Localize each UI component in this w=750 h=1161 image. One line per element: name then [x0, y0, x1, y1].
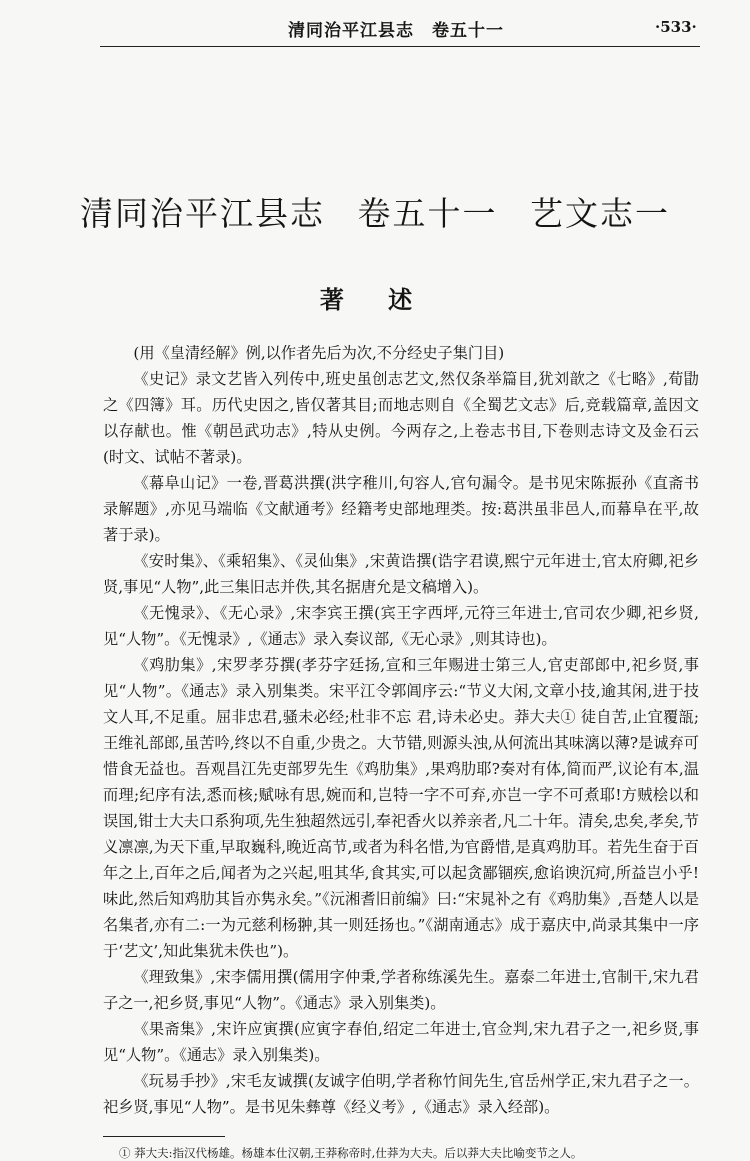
title-volume: 卷五十一 — [357, 194, 498, 233]
paragraph-entry: 《玩易手抄》,宋毛友诚撰(友诚字伯明,学者称竹间先生,官岳州学正,宋九君子之一。祀乡贤,事见“人物”。是书见朱彝尊《经义考》,《通志》录入经部)。 — [103, 1072, 699, 1116]
paragraph-entry: 《鸡肋集》,宋罗孝芬撰(孝芬字廷扬,宣和三年赐进士第三人,官吏部郎中,祀乡贤,事见“人物”。《通志》录入别集类。宋平江令郭阊序云:“节义大闲,文章小技,逾其闲,进于技文人耳,不足重。屈非忠君,骚未必经;杜非不忘 君,诗未必史。莽大夫① 徒自苦,止宜覆瓿;王维礼部郎,虽苦吟,终以不自重,少贵之。大节错,则源头浊,从何流出其味漓以薄?是诚弃可惜食无益也。吾观昌江先吏部罗先生《鸡肋集》,果鸡肋耶?奏对有体,简而严,议论有本,温而理;纪序有法,悉而核;赋咏有思,婉而和,岂特一字不可弃,亦岂一字不可煮耶!方贼桧以和误国,钳士大夫口系狗项,先生独超然远引,奉祀香火以养亲者,凡二十年。清矣,忠矣,孝矣,节义凛凛,为天下重,早取巍科,晚近高节,或者为科名惜,为官爵惜,是真鸡肋耳。若先生奋于百年之上,百年之后,闻者为之兴起,咀其华,食其实,可以起贪鄙锢疾,愈谄谀沉疴,所益岂小乎!味此,然后知鸡肋其旨亦隽永矣。”《沅湘耆旧前编》曰:“宋晁补之有《鸡肋集》,吾楚人以是名集者,亦有二:一为元慈利杨翀,其一则廷扬也。”《湖南通志》成于嘉庆中,尚录其集中一序于‘艺文’,知此集犹未佚也”)。 — [103, 656, 700, 960]
running-head-title: 清同治平江县志 卷五十一 — [288, 21, 504, 41]
paragraph-entry: 《幕阜山记》一卷,晋葛洪撰(洪字稚川,句容人,官句漏令。是书见宋陈振孙《直斋书录解题》,亦见马端临《文献通考》经籍考史部地理类。按:葛洪虽非邑人,而幕阜在平,故著于录)。 — [103, 474, 699, 544]
content — [103, 340, 699, 1161]
paragraph-entry: 《无愧录》、《无心录》,宋李宾王撰(宾王字西坪,元符三年进士,官司农少卿,祀乡贤,见“人物”。《无愧录》,《通志》录入奏议部,《无心录》,则其诗也)。 — [103, 604, 699, 648]
page-number: ·533· — [655, 18, 697, 36]
paragraph-entry: 《果斋集》,宋许应寅撰(应寅字春伯,绍定二年进士,官佥判,宋九君子之一,祀乡贤,事见“人物”。《通志》录入别集类)。 — [103, 1020, 699, 1064]
body-text — [103, 340, 699, 1120]
header-rule — [100, 46, 700, 47]
footnote: ① 莽大夫:指汉代杨雄。杨雄本仕汉朝,王莽称帝时,仕莽为大夫。后以莽大夫比喻变节之人。 — [119, 1146, 583, 1160]
running-head — [0, 14, 750, 44]
paragraph-entry: 《安时集》、《乘轺集》、《灵仙集》,宋黄诰撰(诰字君谟,熙宁元年进士,官太府卿,祀乡贤,事见“人物”,此三集旧志并佚,其名据唐允是文稿增入)。 — [103, 552, 699, 596]
title-chapter: 艺文志一 — [530, 194, 670, 233]
section-title: 著 述 — [319, 285, 431, 314]
title-book: 清同治平江县志 — [80, 194, 325, 233]
paragraph-intro: 《史记》录文艺皆入列传中,班史虽创志艺文,然仅条举篇目,犹刘歆之《七略》,荀勖之《四簿》耳。历代史因之,皆仅著其目;而地志则自《全蜀艺文志》后,竞载篇章,盖因文以存献也。惟《朝邑武功志》,特从史例。今两存之,上卷志书目,下卷则志诗文及金石云(时文、试帖不著录)。 — [103, 370, 699, 466]
footnote-rule — [103, 1136, 225, 1137]
paragraph-note: (用《皇清经解》例,以作者先后为次,不分经史子集门目) — [133, 344, 505, 362]
page-title — [0, 188, 750, 235]
paragraph-entry: 《理致集》,宋李儒用撰(儒用字仲秉,学者称练溪先生。嘉泰二年进士,官制干,宋九君子之一,祀乡贤,事见“人物”。《通志》录入别集类)。 — [103, 968, 699, 1012]
